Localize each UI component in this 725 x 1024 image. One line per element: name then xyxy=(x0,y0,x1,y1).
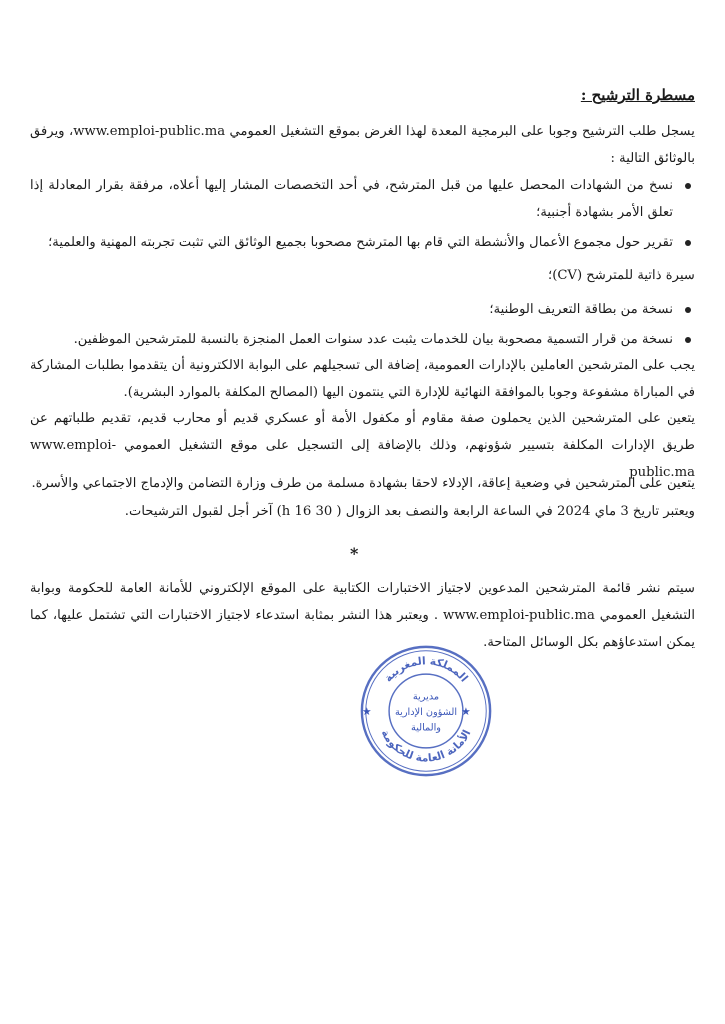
documents-list xyxy=(30,172,695,259)
list-item xyxy=(30,326,695,353)
documents-list-2 xyxy=(30,296,695,356)
stamp-star-icon: ★ xyxy=(461,704,471,718)
list-item-text: نسخ من الشهادات المحصل عليها من قبل المترشح، في أحد التخصصات المشار إليها أعلاه، مرفقة بقرار المعادلة إذا تعلق الأمر بشهادة أجنبية؛ xyxy=(30,178,673,220)
stamp-inner-line2: الشؤون الإدارية xyxy=(394,706,458,718)
official-stamp xyxy=(358,643,494,779)
stamp-outer-bottom-text: الأمانة العامة للحكومة xyxy=(378,727,474,765)
publication-note: سيتم نشر قائمة المترشحين المدعوين لاجتياز الاختبارات الكتابية على الموقع الإلكتروني للأمانة العامة للحكومة وبوابة التشغيل العمومي www.emploi-public.ma . ويعتبر هذا النشر بمثابة استدعاء لاجتياز الاختبارات التي تشتمل عليها، كما يمكن استدعاؤهم بكل الوسائل المتاحة. xyxy=(30,581,695,650)
bullet-icon xyxy=(685,240,691,246)
list-item xyxy=(30,172,695,226)
employees-note: يجب على المترشحين العاملين بالإدارات العمومية، إضافة الى تسجيلهم على البوابة الالكترونية أن يتقدموا بطلبات المشاركة في المباراة مشفوعة وجوبا بالموافقة النهائية للإدارة التي ينتمون اليها (المصالح المكلفة بالموارد البشرية). xyxy=(30,358,695,400)
section-heading: مسطرة الترشيح : xyxy=(580,86,695,104)
list-item-text: تقرير حول مجموع الأعمال والأنشطة التي قام بها المترشح مصحوبا بجميع الوثائق التي تثبت تجربته المهنية والعلمية؛ xyxy=(48,235,673,250)
cv-line: سيرة ذاتية للمترشح (CV)؛ xyxy=(548,268,695,283)
stamp-star-icon: ★ xyxy=(362,704,372,718)
list-item-text: نسخة من بطاقة التعريف الوطنية؛ xyxy=(489,302,673,317)
veterans-note: يتعين على المترشحين الذين يحملون صفة مقاوم أو مكفول الأمة أو عسكري قديم أو محارب قديم، تقديم طلباتهم عن طريق الإدارات المكلفة بتسيير شؤونهم، وذلك بالإضافة إلى التسجيل على موقع التشغيل العمومي www.emploi-public.ma xyxy=(30,411,695,480)
list-item-text: نسخة من قرار التسمية مصحوبة بيان للخدمات يثبت عدد سنوات العمل المنجزة بالنسبة للمترشحين الموظفين. xyxy=(73,332,673,347)
bullet-icon xyxy=(685,183,691,189)
stamp-inner-line1: مديرية xyxy=(412,691,440,703)
bullet-icon xyxy=(685,307,691,313)
deadline-note: ويعتبر تاريخ 3 ماي 2024 في الساعة الرابعة والنصف بعد الزوال ( 30 h 16) آخر أجل لقبول الترشيحات. xyxy=(124,504,695,519)
stamp-inner-line3: والمالية xyxy=(411,722,441,734)
stamp-outer-top-text: المملكة المغربية xyxy=(381,654,471,685)
separator-star: * xyxy=(350,544,359,563)
svg-text:المملكة المغربية xyxy=(381,654,470,684)
bullet-icon xyxy=(685,337,691,343)
list-item xyxy=(30,296,695,323)
list-item xyxy=(30,229,695,256)
intro-paragraph: يسجل طلب الترشيح وجوبا على البرمجية المعدة لهذا الغرض بموقع التشغيل العمومي www.emploi-public.ma، ويرفق بالوثائق التالية : xyxy=(30,124,695,166)
disability-note: يتعين على المترشحين في وضعية إعاقة، الإدلاء لاحقا بشهادة مسلمة من طرف وزارة التضامن والإدماج الاجتماعي والأسرة. xyxy=(31,476,695,491)
